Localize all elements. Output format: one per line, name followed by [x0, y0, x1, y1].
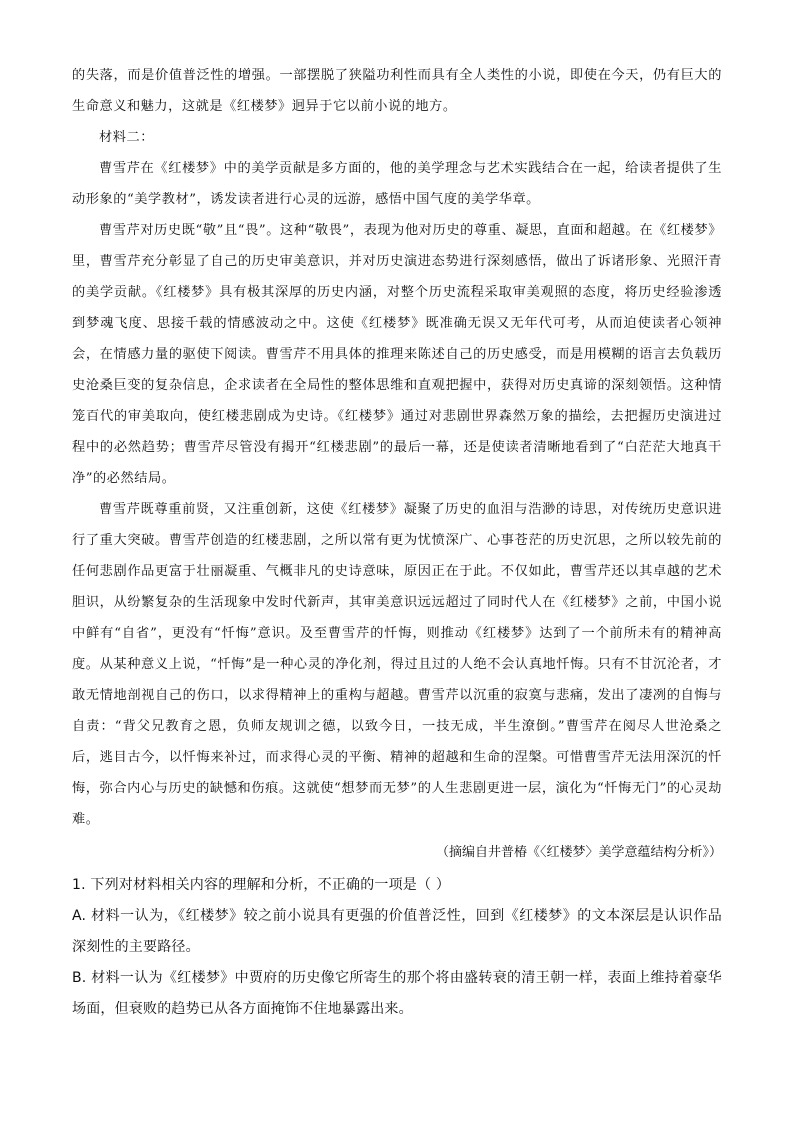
material-two-paragraph-3: 曹雪芹既尊重前贤，又注重创新，这使《红楼梦》凝聚了历史的血泪与浩渺的诗思，对传统历史意识进行了重大突破。曹雪芹创造的红楼悲剧，之所以常有更为忧愤深广、心事苍茫的历史沉思，之所以较先前的任何悲剧作品更富于壮丽凝重、气概非凡的史诗意味，原因正在于此。不仅如此，曹雪芹还以其卓越的艺术胆识，从纷繁复杂的生活现象中发时代新声，其审美意识远远超过了同时代人在《红楼梦》之前，中国小说中鲜有“自省”，更没有“忏悔”意识。及至曹雪芹的忏悔，则推动《红楼梦》达到了一个前所未有的精神高度。从某种意义上说，“忏悔”是一种心灵的净化剂，得过且过的人绝不会认真地忏悔。只有不甘沉沦者，才敢无情地剖视自己的伤口，以求得精神上的重构与超越。曹雪芹以沉重的寂寞与悲痛，发出了凄冽的自悔与自责：“背父兄教育之恩，负师友规训之德，以致今日，一技无成，半生潦倒。”曹雪芹在阅尽人世沧桑之后，逃目古今，以忏悔来补过，而求得心灵的平衡、精神的超越和生命的涅槃。可惜曹雪芹无法用深沉的忏悔，弥合内心与历史的缺憾和伤痕。这就使“想梦而无梦”的人生悲剧更进一层，演化为“忏悔无门”的心灵劫难。	[72, 502, 722, 827]
material-two-paragraph-1: 曹雪芹在《红楼梦》中的美学贡献是多方面的，他的美学理念与艺术实践结合在一起，给读者提供了生动形象的“美学教材”，诱发读者进行心灵的远游，感悟中国气度的美学华章。	[72, 161, 722, 207]
source-citation: （摘编自井普椿《〈红楼梦〉美学意蕴结构分析》）	[435, 845, 722, 860]
material-two-paragraph-2: 曹雪芹对历史既“敬”且“畏”。这种“敬畏”，表现为他对历史的尊重、凝思，直面和超越。在《红楼梦》里，曹雪芹充分彰显了自己的历史审美意识，并对历史演进态势进行深刻感悟，做出了诉诸形象、光照汗青的美学贡献。《红楼梦》具有极其深厚的历史内涵，对整个历史流程采取审美观照的态度，将历史经验渗透到梦魂飞度、思接千载的情感波动之中。这使《红楼梦》既准确无误又无年代可考，从而迫使读者心领神会，在情感力量的驱使下阅读。曹雪芹不用具体的推理来陈述自己的历史感受，而是用模糊的语言去负载历史沧桑巨变的复杂信息，企求读者在全局性的整体思维和直观把握中，获得对历史真谛的深刻领悟。这种情笼百代的审美取向，使红楼悲剧成为史诗。《红楼梦》通过对悲剧世界森然万象的描绘，去把握历史演进过程中的必然趋势；曹雪芹尽管没有揭开“红楼悲剧”的最后一幕，还是使读者清晰地看到了“白茫茫大地真干净”的必然结局。	[72, 223, 722, 486]
question-1-option-a: A. 材料一认为，《红楼梦》较之前小说具有更强的价值普泛性，回到《红楼梦》的文本深层是认识作品深刻性的主要路径。	[72, 908, 722, 955]
question-1-option-b: B. 材料一认为《红楼梦》中贾府的历史像它所寄生的那个将由盛转衰的清王朝一样，表面上维持着豪华场面，但衰败的趋势已从各方面掩饰不住地暴露出来。	[72, 970, 722, 1017]
material-two-heading: 材料二：	[99, 130, 154, 145]
reading-material	[72, 60, 722, 835]
question-section	[72, 870, 722, 1025]
question-1-stem: 1. 下列对材料相关内容的理解和分析，不正确的一项是（ ）	[72, 877, 451, 893]
material-one-ending-paragraph: 的失落，而是价值普泛性的增强。一部摆脱了狭隘功利性而具有全人类性的小说，即使在今天，仍有巨大的生命意义和魅力，这就是《红楼梦》迥异于它以前小说的地方。	[72, 68, 722, 114]
